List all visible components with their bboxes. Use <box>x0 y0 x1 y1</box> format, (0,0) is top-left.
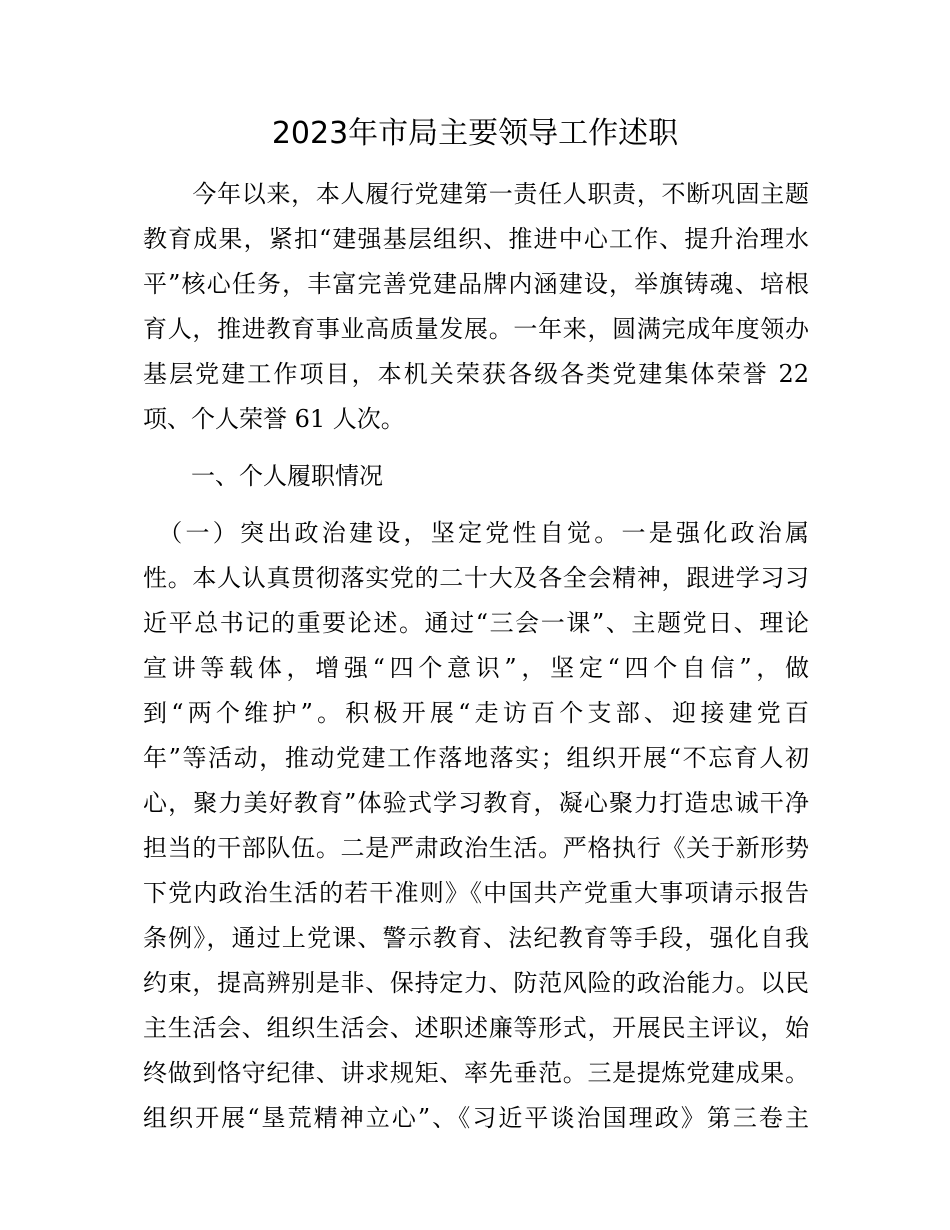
section-heading: 一、个人履职情况 <box>143 462 383 490</box>
paragraph-line: 到“两个维护”。积极开展“走访百个支部、迎接建党百 <box>143 699 809 727</box>
paragraph-line: 主生活会、组织生活会、述职述廉等形式，开展民主评议，始 <box>143 1014 809 1042</box>
paragraph-line: 宣讲等载体，增强“四个意识”，坚定“四个自信”，做 <box>143 654 809 682</box>
paragraph-line: 组织开展“垦荒精神立心”、《习近平谈治国理政》第三卷主 <box>143 1104 809 1132</box>
paragraph-gap <box>143 442 809 454</box>
paragraph-line: 约束，提高辨别是非、保持定力、防范风险的政治能力。以民 <box>143 969 809 997</box>
paragraph-gap <box>143 499 809 511</box>
paragraph-line: 育人，推进教育事业高质量发展。一年来，圆满完成年度领办 <box>143 315 809 343</box>
document-title: 2023年市局主要领导工作述职 <box>271 116 679 151</box>
paragraph-line: 今年以来，本人履行党建第一责任人职责，不断巩固主题 <box>143 180 809 208</box>
paragraph-line: 教育成果，紧扣“建强基层组织、推进中心工作、提升治理水 <box>143 225 809 253</box>
paragraph-line: （一）突出政治建设，坚定党性自觉。一是强化政治属 <box>143 519 809 547</box>
paragraph-line: 平”核心任务，丰富完善党建品牌内涵建设，举旗铸魂、培根 <box>143 270 809 298</box>
paragraph-line: 条例》，通过上党课、警示教育、法纪教育等手段，强化自我 <box>143 924 809 952</box>
paragraph-line: 心，聚力美好教育”体验式学习教育，凝心聚力打造忠诚干净 <box>143 789 809 817</box>
paragraph-line: 下党内政治生活的若干准则》《中国共产党重大事项请示报告 <box>143 879 809 907</box>
paragraph-line: 基层党建工作项目，本机关荣获各级各类党建集体荣誉 22 <box>143 360 809 388</box>
paragraph-line: 担当的干部队伍。二是严肃政治生活。严格执行《关于新形势 <box>143 834 809 862</box>
paragraph-line: 性。本人认真贯彻落实党的二十大及各全会精神，跟进学习习 <box>143 564 809 592</box>
paragraph-line: 终做到恪守纪律、讲求规矩、率先垂范。三是提炼党建成果。 <box>143 1059 809 1087</box>
document-body <box>143 172 809 1141</box>
paragraph-line: 近平总书记的重要论述。通过“三会一课”、主题党日、理论 <box>143 609 809 637</box>
paragraph-line: 项、个人荣誉 61 人次。 <box>143 405 405 433</box>
paragraph-line: 年”等活动，推动党建工作落地落实；组织开展“不忘育人初 <box>143 744 809 772</box>
